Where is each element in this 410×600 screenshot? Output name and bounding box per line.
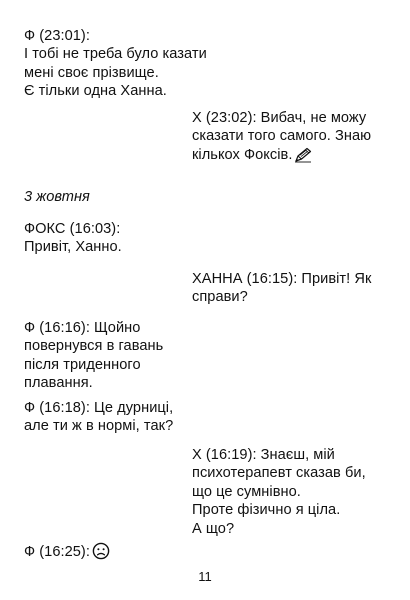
message-line: справи? — [192, 289, 248, 306]
page-number: 11 — [198, 569, 212, 584]
date-header: 3 жовтня — [24, 189, 90, 205]
message-fox-1603 — [24, 220, 122, 257]
message-line-with-icon — [24, 542, 110, 565]
message-line-with-icon — [192, 146, 371, 168]
sad-face-icon — [92, 542, 110, 565]
message-fox-1616 — [24, 319, 163, 393]
message-line: кількох Фоксів. — [192, 146, 293, 163]
message-hanna-2302 — [192, 109, 371, 168]
message-line: Х (23:02): Вибач, не можу — [192, 110, 367, 126]
message-line: плавання. — [24, 375, 93, 392]
message-line: мені своє прізвище. — [24, 64, 159, 81]
message-fox-1625 — [24, 542, 110, 565]
message-line: Привіт, Ханно. — [24, 239, 122, 256]
message-line: Х (16:19): Знаєш, мій — [192, 447, 335, 463]
message-fox-1618 — [24, 399, 173, 436]
message-hanna-1615 — [192, 270, 371, 307]
message-line: Проте фізично я ціла. — [192, 502, 341, 519]
message-line: ФОКС (16:03): — [24, 221, 121, 237]
message-line: Ф (23:01): — [24, 28, 90, 44]
message-line: А що? — [192, 520, 235, 537]
message-fox-2301 — [24, 27, 207, 101]
message-line: Ф (16:18): Це дурниці, — [24, 400, 174, 416]
message-line: І тобі не треба було казати — [24, 46, 207, 63]
message-line: Ф (16:16): Щойно — [24, 320, 141, 336]
message-line: що це сумнівно. — [192, 483, 301, 500]
pencil-icon — [294, 147, 312, 168]
message-line: повернувся в гавань — [24, 338, 164, 355]
message-line: сказати того самого. Знаю — [192, 128, 372, 145]
message-hanna-1619 — [192, 446, 366, 538]
message-line: але ти ж в нормі, так? — [24, 418, 174, 435]
message-line: ХАННА (16:15): Привіт! Як — [192, 271, 372, 287]
message-line: Є тільки одна Ханна. — [24, 83, 167, 100]
message-line: Ф (16:25): — [24, 544, 90, 560]
message-line: психотерапевт сказав би, — [192, 465, 366, 482]
message-line: після триденного — [24, 356, 141, 373]
